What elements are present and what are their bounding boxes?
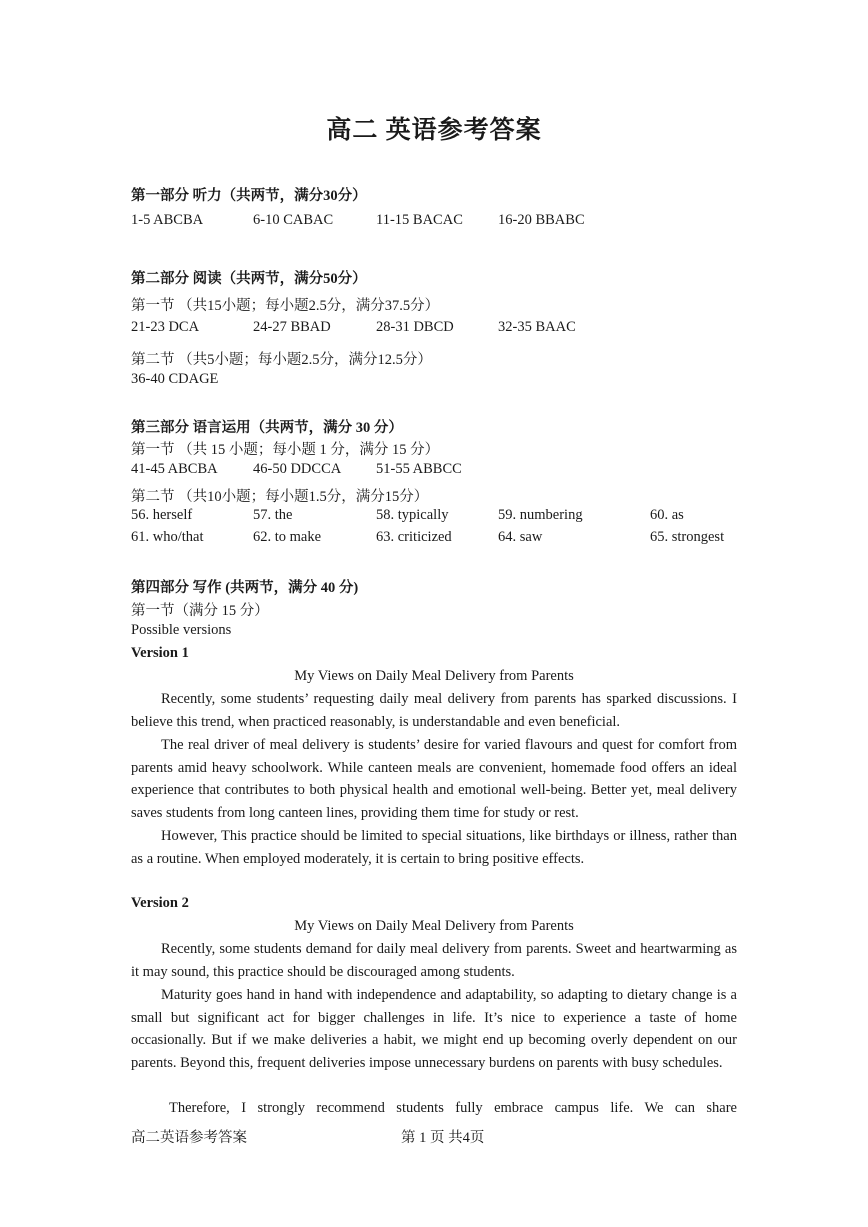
version1-paragraph: However, This practice should be limited to special situations, like birthdays or illness, rather than as a routine. When employed moderately, it is certain to bring positive effects. bbox=[131, 828, 737, 867]
part3-section2-heading: 第二节 （共10小题；每小题1.5分，满分15分） bbox=[131, 489, 429, 505]
answer-group: 41-45 ABCBA bbox=[131, 461, 218, 477]
part2-heading: 第二部分 阅读（共两节，满分50分） bbox=[131, 271, 367, 287]
footer-doc-name: 高二英语参考答案 bbox=[131, 1130, 247, 1146]
part3-section1-heading: 第一节 （共 15 小题；每小题 1 分，满分 15 分） bbox=[131, 442, 440, 458]
answer-group: 46-50 DDCCA bbox=[253, 461, 342, 477]
version1-essay-title: My Views on Daily Meal Delivery from Parents bbox=[294, 668, 574, 684]
part2-section1-heading: 第一节 （共15小题；每小题2.5分，满分37.5分） bbox=[131, 298, 440, 314]
part2-section2-answer: 36-40 CDAGE bbox=[131, 371, 219, 387]
answer-item: 56. herself bbox=[131, 507, 193, 523]
answer-group: 11-15 BACAC bbox=[376, 212, 463, 228]
version1-paragraph: Recently, some students’ requesting daily meal delivery from parents has sparked discussions. I believe this trend, when practiced reasonably, is understandable and even beneficial. bbox=[131, 691, 737, 730]
answer-group: 28-31 DBCD bbox=[376, 319, 454, 335]
version2-paragraph: Recently, some students demand for daily meal delivery from parents. Sweet and heartwarming as it may sound, this practice should be discouraged among students. bbox=[131, 941, 737, 980]
part3-heading: 第三部分 语言运用（共两节，满分 30 分） bbox=[131, 420, 403, 436]
answer-item: 63. criticized bbox=[376, 529, 452, 545]
answer-item: 62. to make bbox=[253, 529, 322, 545]
answer-group: 51-55 ABBCC bbox=[376, 461, 462, 477]
answer-item: 57. the bbox=[253, 507, 293, 523]
answer-group: 21-23 DCA bbox=[131, 319, 200, 335]
version2-essay-title: My Views on Daily Meal Delivery from Parents bbox=[294, 918, 574, 934]
part2-section2-heading: 第二节 （共5小题；每小题2.5分，满分12.5分） bbox=[131, 352, 432, 368]
possible-versions-label: Possible versions bbox=[131, 622, 232, 638]
version1-label: Version 1 bbox=[131, 645, 189, 661]
version2-paragraph: Therefore, I strongly recommend students fully embrace campus life. We can share bbox=[169, 1100, 737, 1116]
version2-paragraph: Maturity goes hand in hand with independence and adaptability, so adapting to dietary change is a small but significant act for bigger challenges in life. It’s nice to experience a taste of home occasionally. But if we make deliveries a habit, we might end up becoming overly dependent on our parents. Beyond this, frequent deliveries impose unnecessary burdens on parents with busy schedules. bbox=[131, 987, 737, 1072]
version1-paragraph: The real driver of meal delivery is students’ desire for varied flavours and quest for comfort from parents amid heavy schoolwork. While canteen meals are convenient, homemade food offers an ideal experience that contributes to both physical health and emotional well-being. Better yet, meal delivery saves students from long canteen lines, providing them time for study or rest. bbox=[131, 737, 737, 822]
answer-group: 6-10 CABAC bbox=[253, 212, 334, 228]
page-title: 高二 英语参考答案 bbox=[326, 117, 542, 144]
answer-item: 64. saw bbox=[498, 529, 543, 545]
answer-item: 59. numbering bbox=[498, 507, 583, 523]
answer-group: 24-27 BBAD bbox=[253, 319, 331, 335]
answer-item: 60. as bbox=[650, 507, 684, 523]
part1-heading: 第一部分 听力（共两节，满分30分） bbox=[131, 188, 367, 204]
part4-heading: 第四部分 写作 (共两节，满分 40 分) bbox=[131, 580, 359, 596]
answer-item: 65. strongest bbox=[650, 529, 725, 545]
answer-group: 32-35 BAAC bbox=[498, 319, 576, 335]
answer-item: 58. typically bbox=[376, 507, 449, 523]
footer-page-number: 第 1 页 共4页 bbox=[401, 1130, 485, 1146]
answer-group: 16-20 BBABC bbox=[498, 212, 585, 228]
version2-label: Version 2 bbox=[131, 895, 189, 911]
part4-section1-heading: 第一节（满分 15 分） bbox=[131, 603, 269, 619]
answer-group: 1-5 ABCBA bbox=[131, 212, 204, 228]
answer-item: 61. who/that bbox=[131, 529, 204, 545]
